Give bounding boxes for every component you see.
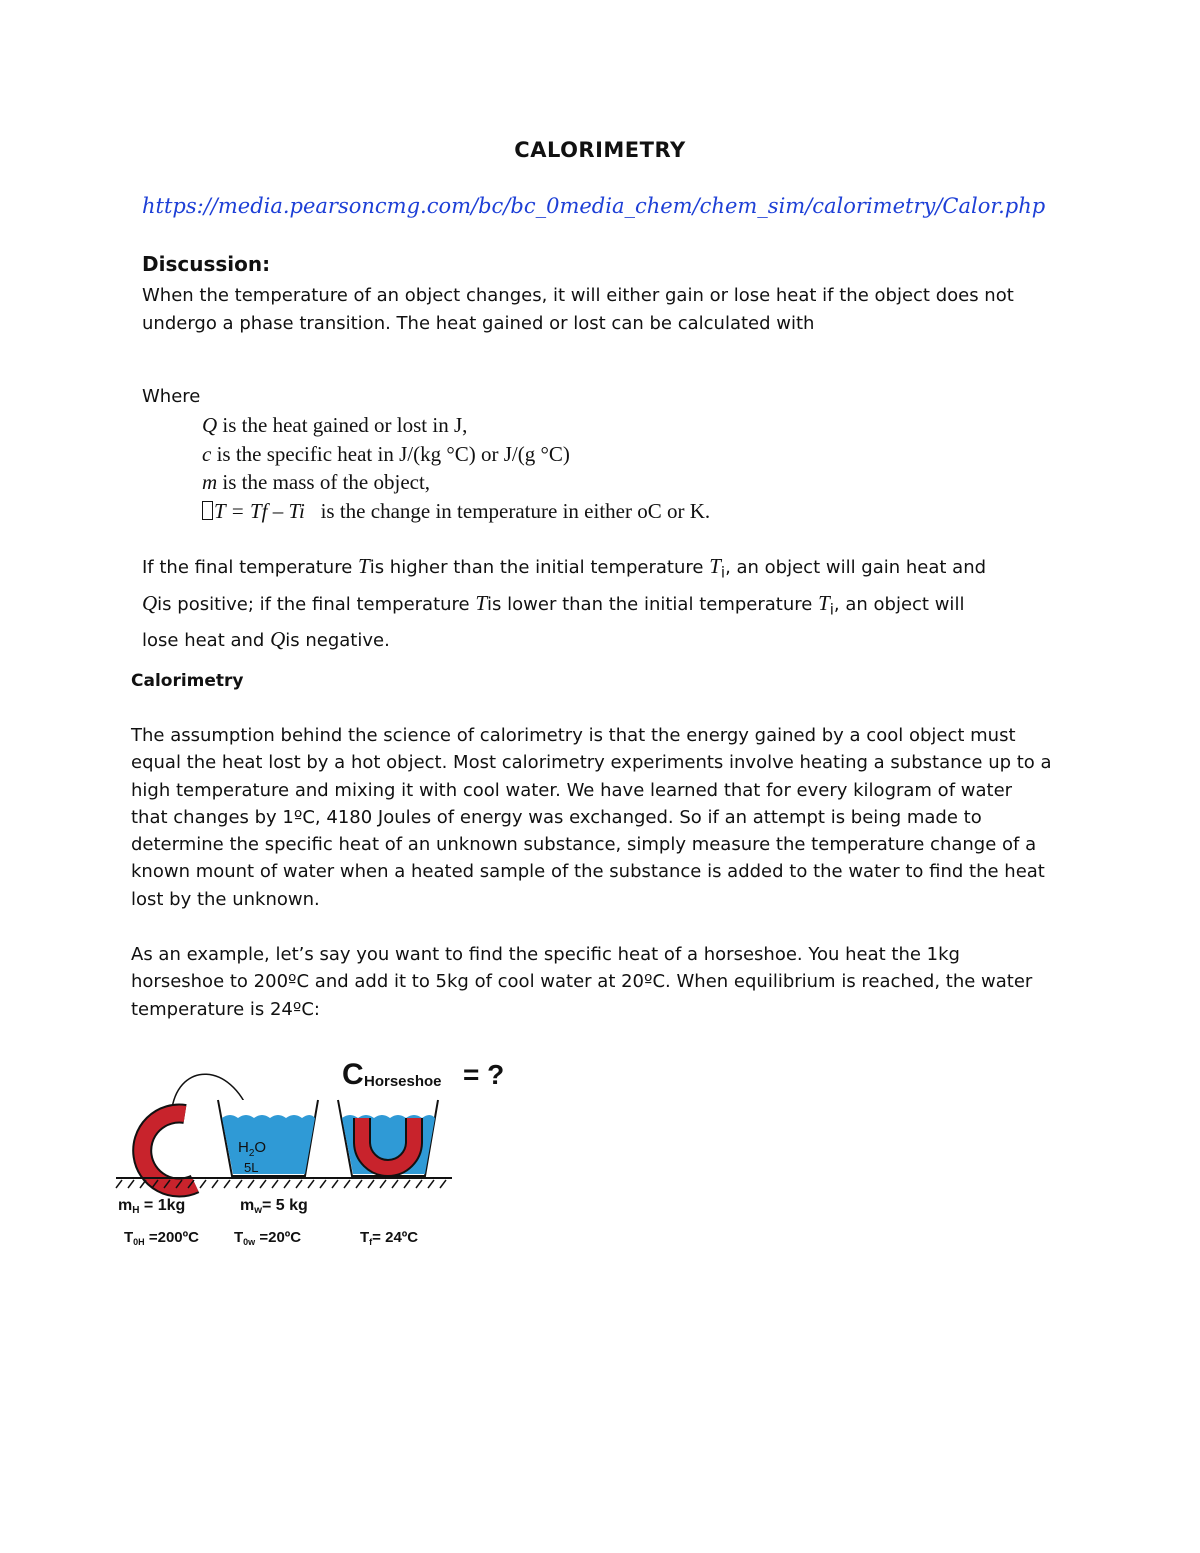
final-temperature-paragraph: If the final temperature Tis higher than the initial temperature $T_i$, an object will gain heat and Qis positive; if the final temperature Tis lower than the initial temperature $T_i$, an object will lose heat and Qis negative.: [142, 554, 987, 652]
def-delta-t: T = Tf – Ti is the change in temperature in either oC or K.: [202, 497, 710, 526]
water-fill: [222, 1115, 315, 1174]
simulation-link[interactable]: https://media.pearsoncmg.com/bc/bc_0media_chem/chem_sim/calorimetry/Calor.php: [142, 194, 1046, 218]
where-label: Where: [142, 386, 201, 407]
volume-label: 5L: [244, 1160, 259, 1175]
discussion-heading: Discussion:: [142, 252, 271, 276]
def-m: m is the mass of the object,: [202, 470, 431, 494]
temp-water-label: $T_{0w}$ =20ºC: [234, 1229, 302, 1247]
temp-horseshoe-label: $T_{0H}$ =200ºC: [124, 1229, 199, 1247]
mass-horseshoe-label: mH = 1kg: [118, 1197, 186, 1216]
def-c: c is the specific heat in J/(kg °C) or J/(g °C): [202, 441, 570, 466]
discussion-intro: [142, 282, 1062, 337]
h2o-label: $H_2O$: [238, 1139, 267, 1159]
temp-final-label: $T_f=$ 24ºC: [360, 1229, 419, 1247]
c-horseshoe-symbol: C: [342, 1058, 364, 1091]
c-horseshoe-equals: = ?: [463, 1059, 505, 1090]
calorimetry-paragraph-1: The assumption behind the science of calorimetry is that the energy gained by a cool object must equal the heat lost by a hot object. Most calorimetry experiments involve heating a substance up to a high temperature and mixing it with cool water. We have learned that for every kilogram of water that changes by 1ºC, 4180 Joules of energy was exchanged. So if an attempt is being made to determine the specific heat of an unknown substance, simply measure the temperature change of a known mount of water when a heated sample of the substance is added to the water to find the heat lost by the unknown.: [131, 725, 1052, 910]
calorimetry-paragraph-2: As an example, let’s say you want to find the specific heat of a horseshoe. You heat the 1kg horseshoe to 200ºC and add it to 5kg of cool water at 20ºC. When equilibrium is reached, the water temperature is 24ºC:: [131, 944, 1033, 1020]
intro-line-1: When the temperature of an object changes, it will either gain or lose heat if the object does not: [142, 285, 1014, 306]
figure-svg: [110, 1052, 530, 1262]
c-horseshoe-subscript: Horseshoe: [364, 1073, 442, 1090]
def-q: Q is the heat gained or lost in J,: [202, 413, 468, 437]
page-title: CALORIMETRY: [514, 138, 686, 162]
mass-water-label: mw= 5 kg: [240, 1197, 308, 1216]
missing-glyph-box: [202, 501, 213, 520]
intro-line-2: undergo a phase transition. The heat gained or lost can be calculated with: [142, 312, 815, 334]
horseshoe-calorimetry-figure: [110, 1052, 530, 1262]
variable-definitions: [202, 411, 710, 525]
calorimetry-heading: Calorimetry: [131, 671, 244, 691]
